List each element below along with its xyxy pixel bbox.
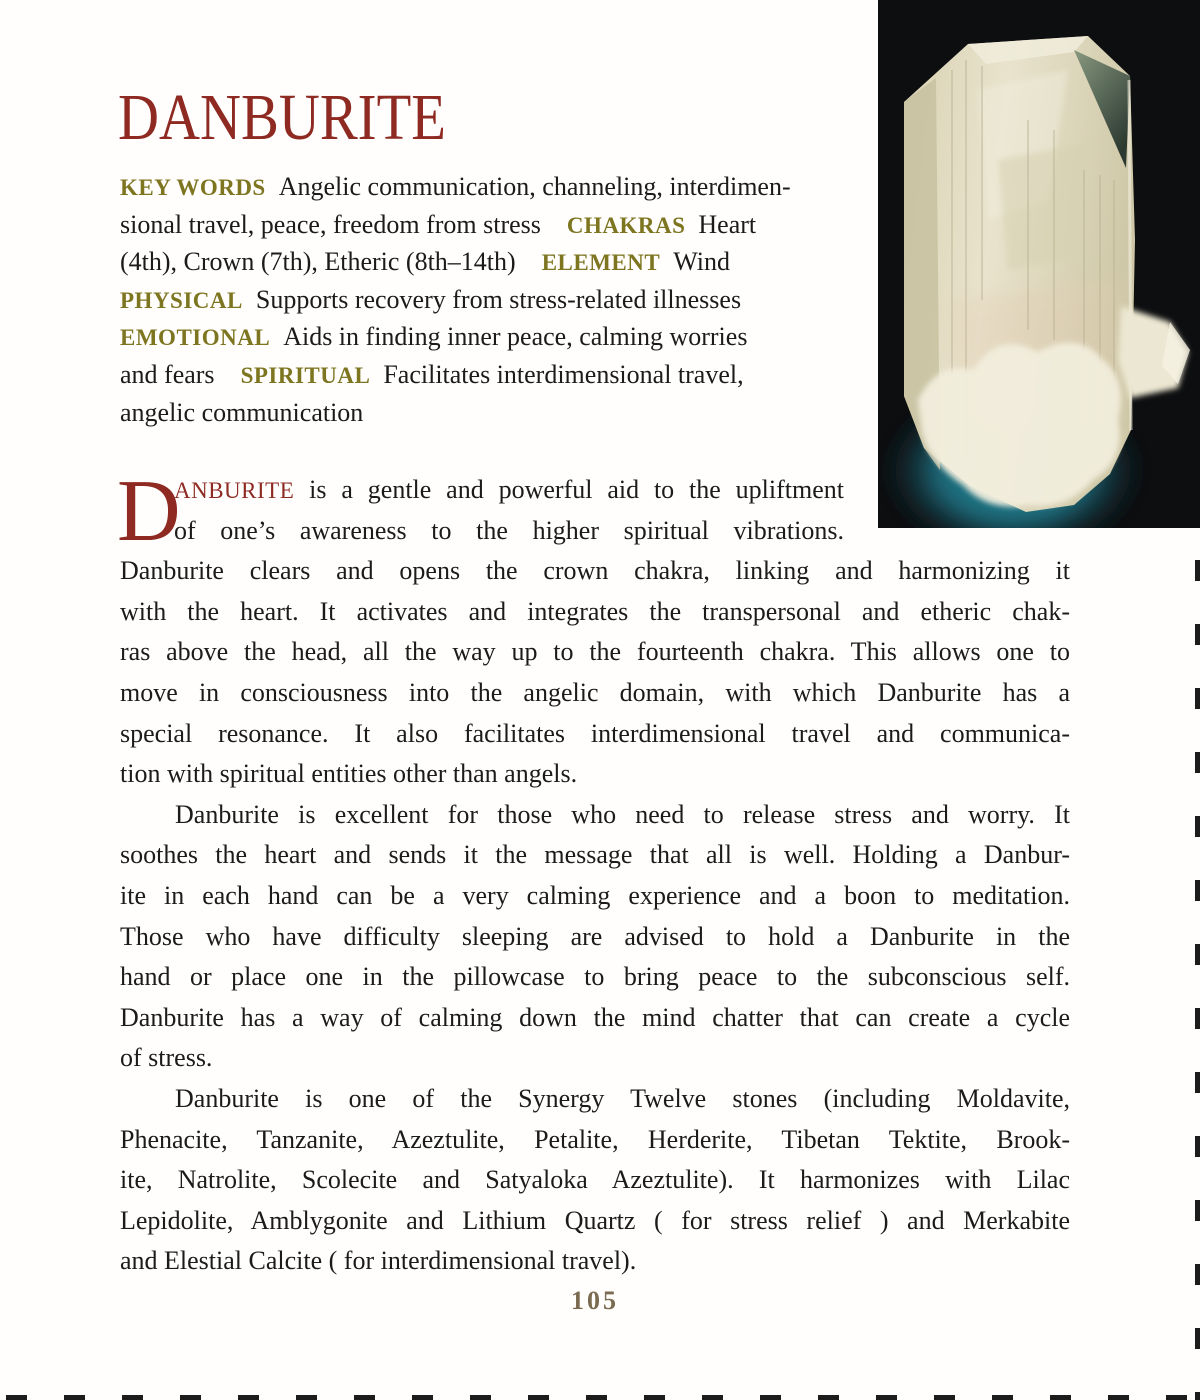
keyword-text: and fears: [120, 359, 215, 389]
drop-cap: D: [117, 463, 181, 560]
keyword-label: SPIRITUAL: [240, 362, 371, 388]
body-text-segment: tion with spiritual entities other than angels.: [120, 759, 578, 789]
body-line: [174, 470, 844, 511]
keywords-line: [120, 357, 868, 395]
body-line: [120, 1120, 1070, 1161]
body-line: [174, 511, 844, 552]
keyword-text: Angelic communication, channeling, interdimen-: [278, 172, 791, 201]
body-text-segment: is a gentle and powerful aid to the upliftment: [294, 475, 844, 504]
keyword-label: KEY WORDS: [120, 175, 266, 200]
bottom-edge-crop-marks: [6, 1395, 1200, 1400]
body-text-segment: Danburite is one of the Synergy Twelve stones (including Moldavite,: [175, 1083, 1070, 1113]
keyword-label: CHAKRAS: [566, 212, 686, 238]
body-text-segment: Danburite is excellent for those who need to release stress and worry. It: [175, 799, 1070, 829]
keyword-label: ELEMENT: [541, 250, 661, 276]
body-text-segment: with the heart. It activates and integrates the transpersonal and etheric chak-: [120, 596, 1070, 626]
body-line: [120, 1201, 1070, 1242]
danburite-red-smallcaps: ANBURITE: [174, 478, 295, 503]
body-text-segment: Danburite clears and opens the crown chakra, linking and harmonizing it: [120, 556, 1070, 586]
body-text-segment: special resonance. It also facilitates interdimensional travel and communica-: [120, 718, 1070, 748]
body-text-segment: Those who have difficulty sleeping are advised to hold a Danburite in the: [120, 921, 1070, 951]
body-text-segment: ite, Natrolite, Scolecite and Satyaloka Azeztulite). It harmonizes with Lilac: [120, 1165, 1070, 1195]
keyword-text: Wind: [673, 247, 730, 277]
keywords-line: [120, 282, 868, 320]
keyword-label: PHYSICAL: [120, 287, 243, 313]
keyword-label: EMOTIONAL: [120, 325, 271, 351]
body-line: [120, 551, 1070, 592]
body-line: [120, 1241, 1070, 1282]
body-text-segment: ras above the head, all the way up to the fourteenth chakra. This allows one to: [120, 637, 1070, 667]
keyword-text: (4th), Crown (7th), Etheric (8th–14th): [120, 247, 516, 277]
body-text-segment: Danburite has a way of calming down the mind chatter that can create a cycle: [120, 1002, 1070, 1032]
body-line: [120, 592, 1070, 633]
keyword-text: Supports recovery from stress-related illnesses: [255, 284, 742, 314]
keyword-text: sional travel, peace, freedom from stress: [120, 209, 541, 239]
body-text-segment: soothes the heart and sends it the message that all is well. Holding a Danbur-: [120, 840, 1070, 870]
body-text-segment: Phenacite, Tanzanite, Azeztulite, Petalite, Herderite, Tibetan Tektite, Brook-: [120, 1124, 1070, 1154]
keywords-line: [120, 244, 868, 282]
keywords-line: [120, 395, 868, 432]
keywords-line: [120, 319, 868, 357]
crystal-photo-art: [878, 0, 1200, 528]
body-line: [120, 632, 1070, 673]
keyword-text: Aids in finding inner peace, calming worries: [283, 322, 748, 352]
body-text-segment: Lepidolite, Amblygonite and Lithium Quartz ( for stress relief ) and Merkabite: [120, 1205, 1070, 1235]
body-line: [120, 957, 1070, 998]
crystal-photo: [878, 0, 1200, 528]
keyword-text: Heart: [698, 209, 757, 239]
keyword-text: Facilitates interdimensional travel,: [383, 359, 744, 389]
body-text-segment: hand or place one in the pillowcase to bring peace to the subconscious self.: [120, 962, 1070, 992]
keywords-line: [120, 169, 868, 207]
body-text-segment: of one’s awareness to the higher spiritual vibrations.: [174, 515, 844, 545]
body-line: [120, 754, 1070, 795]
body-line: [120, 673, 1070, 714]
page-title: DANBURITE: [118, 81, 446, 154]
body-line: [120, 714, 1070, 755]
body-text-segment: move in consciousness into the angelic domain, with which Danburite has a: [120, 677, 1070, 707]
body-line: [120, 998, 1070, 1039]
right-edge-crop-marks: [1195, 560, 1200, 1400]
body-line: [120, 835, 1070, 876]
body-line: [120, 795, 1070, 836]
body-line: [120, 1079, 1070, 1120]
body-text-segment: of stress.: [120, 1043, 213, 1073]
body-line: [120, 876, 1070, 917]
body-text-segment: ite in each hand can be a very calming experience and a boon to meditation.: [120, 880, 1070, 910]
body-line: [120, 1038, 1070, 1079]
body-text-segment: and Elestial Calcite ( for interdimensional travel).: [120, 1246, 637, 1276]
body-line: [120, 917, 1070, 958]
body-line: [120, 1160, 1070, 1201]
body-text: [117, 463, 1070, 1282]
keyword-text: angelic communication: [120, 397, 364, 427]
page-number: 105: [571, 1286, 619, 1315]
keywords-block: [120, 169, 868, 431]
keywords-line: [120, 207, 868, 245]
